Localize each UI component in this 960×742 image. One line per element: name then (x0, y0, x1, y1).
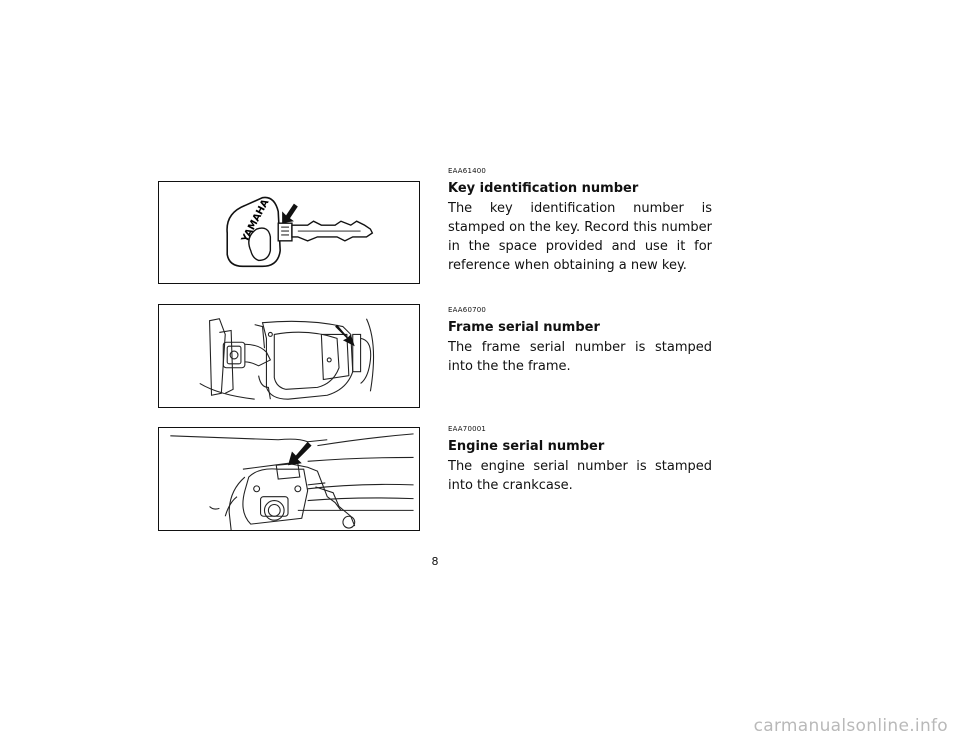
section-code: EAA70001 (448, 425, 487, 433)
watermark: carmanualsonline.info (753, 716, 948, 736)
section-heading: Frame serial number (448, 320, 600, 335)
frame-illustration (158, 304, 420, 408)
section-body: The engine serial number is stamped into the crankcase. (448, 459, 712, 493)
section-body: The frame serial number is stamped into the the frame. (448, 340, 712, 374)
engine-illustration (158, 427, 420, 531)
section-heading: Key identification number (448, 181, 639, 196)
section-code: EAA60700 (448, 306, 487, 314)
page-number: 8 (431, 555, 439, 568)
frame-drawing (159, 305, 419, 407)
key-logo-text: YAMAHA (239, 197, 272, 245)
engine-serial-section (448, 425, 712, 495)
section-code: EAA61400 (448, 167, 487, 175)
key-drawing (159, 182, 419, 283)
key-id-section (448, 167, 712, 275)
section-body: The key identification number is stamped on the key. Record this number in the space provided and use it for reference when obtaining a new key. (448, 201, 712, 273)
section-heading: Engine serial number (448, 439, 605, 454)
engine-drawing (159, 428, 419, 530)
key-illustration (158, 181, 420, 284)
frame-serial-section (448, 306, 712, 376)
